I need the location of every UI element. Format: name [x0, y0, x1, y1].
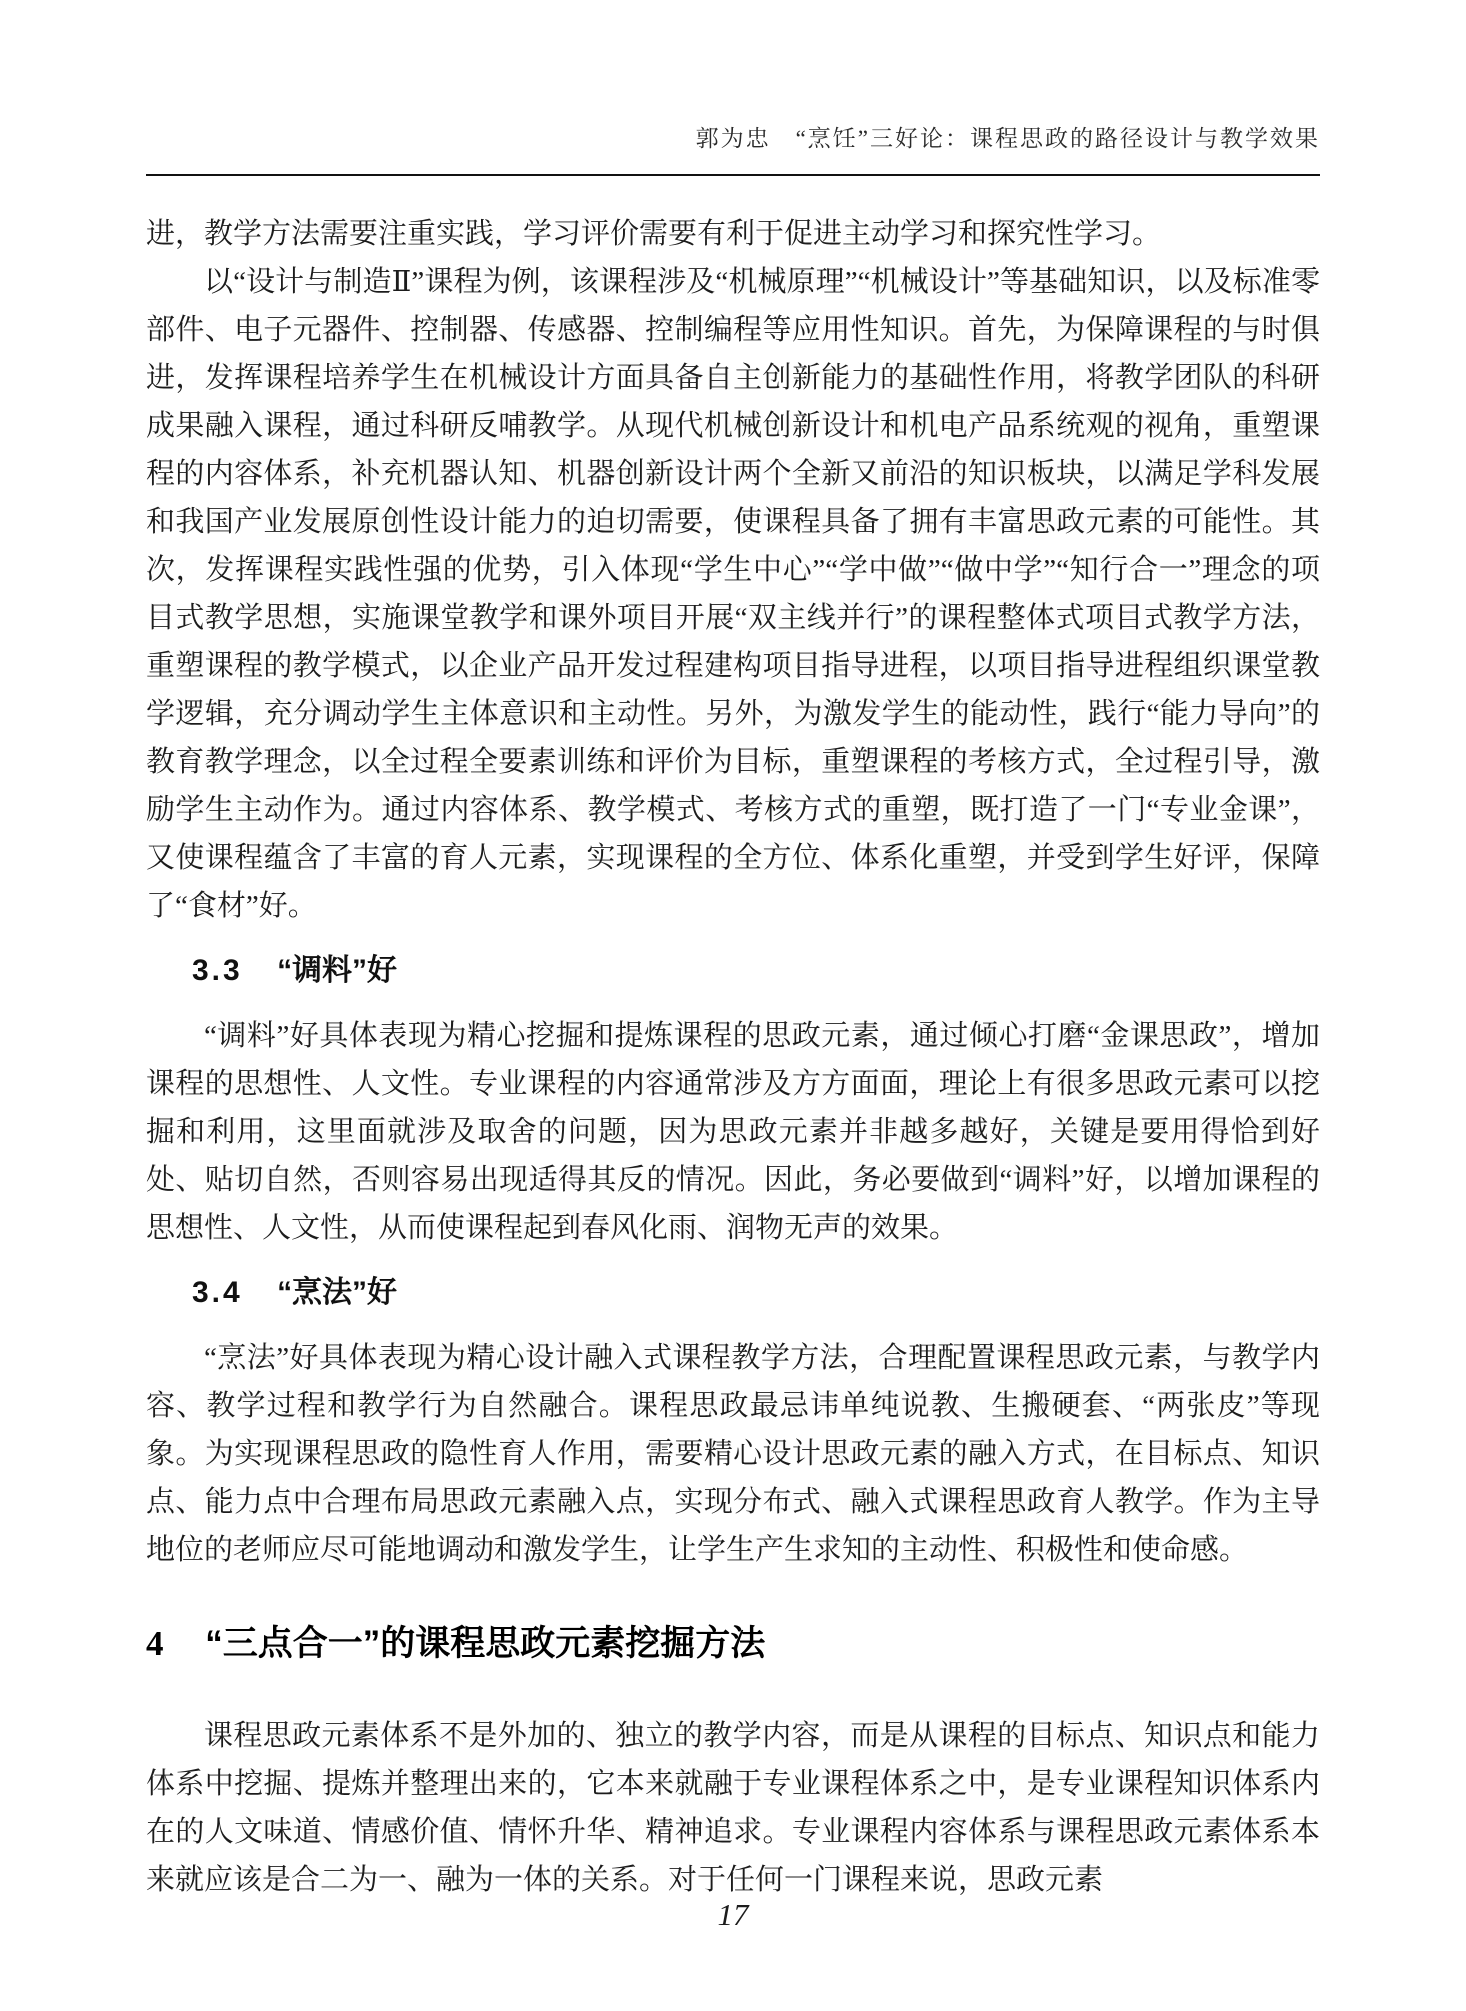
section-number-3-4: 3.4 [192, 1276, 243, 1309]
article-body [146, 210, 1320, 1904]
paragraph-pengfa: “烹法”好具体表现为精心设计融入式课程教学方法，合理配置课程思政元素，与教学内容、教学过程和教学行为自然融合。课程思政最忌讳单纯说教、生搬硬套、“两张皮”等现象。为实现课程思政的隐性育人作用，需要精心设计思政元素的融入方式，在目标点、知识点、能力点中合理布局思政元素融入点，实现分布式、融入式课程思政育人教学。作为主导地位的老师应尽可能地调动和激发学生，让学生产生求知的主动性、积极性和使命感。 [146, 1342, 1320, 1566]
section-heading-3-4 [192, 1274, 1320, 1312]
paragraph-continuation: 进，教学方法需要注重实践，学习评价需要有利于促进主动学习和探究性学习。 [146, 218, 1162, 250]
running-header-text: 郭为忠 “烹饪”三好论：课程思政的路径设计与教学效果 [695, 126, 1320, 151]
section-title-3-3: “调料”好 [277, 954, 398, 987]
section-heading-4 [146, 1620, 1320, 1668]
section-heading-3-3 [192, 952, 1320, 990]
paragraph-tiaoliao: “调料”好具体表现为精心挖掘和提炼课程的思政元素，通过倾心打磨“金课思政”，增加课程的思想性、人文性。专业课程的内容通常涉及方方面面，理论上有很多思政元素可以挖掘和利用，这里面就涉及取舍的问题，因为思政元素并非越多越好，关键是要用得恰到好处、贴切自然，否则容易出现适得其反的情况。因此，务必要做到“调料”好，以增加课程的思想性、人文性，从而使课程起到春风化雨、润物无声的效果。 [146, 1020, 1320, 1244]
running-header [146, 0, 1320, 156]
header-rule [146, 174, 1320, 176]
paragraph-sandian: 课程思政元素体系不是外加的、独立的教学内容，而是从课程的目标点、知识点和能力体系中挖掘、提炼并整理出来的，它本来就融于专业课程体系之中，是专业课程知识体系内在的人文味道、情感价值、情怀升华、精神追求。专业课程内容体系与课程思政元素体系本来就应该是合二为一、融为一体的关系。对于任何一门课程来说，思政元素 [146, 1720, 1320, 1896]
section-title-3-4: “烹法”好 [277, 1276, 398, 1309]
section-number-3-3: 3.3 [192, 954, 243, 987]
section-number-4: 4 [146, 1624, 164, 1663]
section-title-4: “三点合一”的课程思政元素挖掘方法 [205, 1624, 766, 1663]
page-number: 17 [717, 1897, 749, 1932]
paragraph-course-example: 以“设计与制造Ⅱ”课程为例，该课程涉及“机械原理”“机械设计”等基础知识，以及标准零部件、电子元器件、控制器、传感器、控制编程等应用性知识。首先，为保障课程的与时俱进，发挥课程培养学生在机械设计方面具备自主创新能力的基础性作用，将教学团队的科研成果融入课程，通过科研反哺教学。从现代机械创新设计和机电产品系统观的视角，重塑课程的内容体系，补充机器认知、机器创新设计两个全新又前沿的知识板块，以满足学科发展和我国产业发展原创性设计能力的迫切需要，使课程具备了拥有丰富思政元素的可能性。其次，发挥课程实践性强的优势，引入体现“学生中心”“学中做”“做中学”“知行合一”理念的项目式教学思想，实施课堂教学和课外项目开展“双主线并行”的课程整体式项目式教学方法，重塑课程的教学模式，以企业产品开发过程建构项目指导进程，以项目指导进程组织课堂教学逻辑，充分调动学生主体意识和主动性。另外，为激发学生的能动性，践行“能力导向”的教育教学理念，以全过程全要素训练和评价为目标，重塑课程的考核方式，全过程引导，激励学生主动作为。通过内容体系、教学模式、考核方式的重塑，既打造了一门“专业金课”，又使课程蕴含了丰富的育人元素，实现课程的全方位、体系化重塑，并受到学生好评，保障了“食材”好。 [146, 266, 1320, 922]
